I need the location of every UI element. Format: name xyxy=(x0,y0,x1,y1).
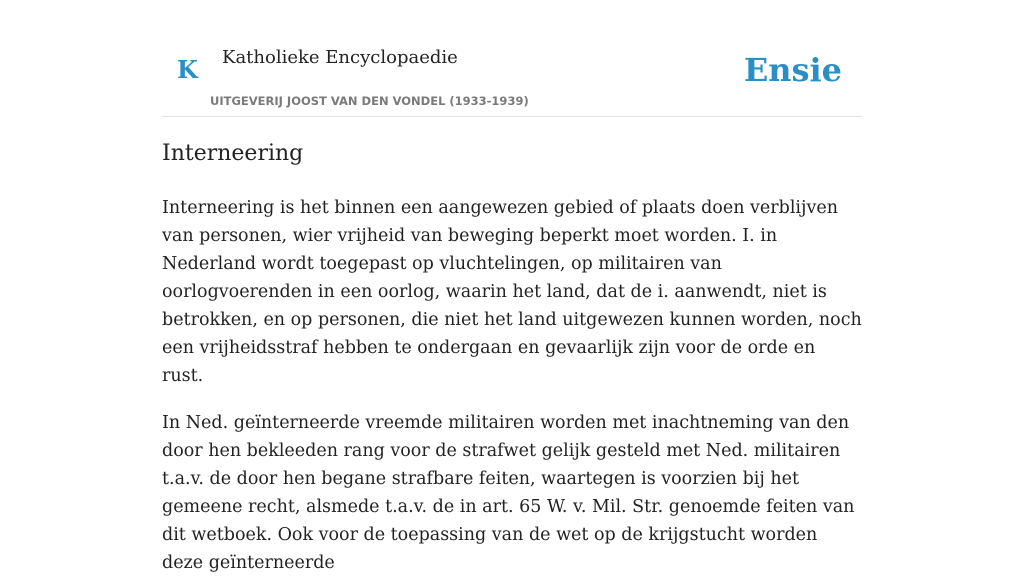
logo-k-icon[interactable]: K xyxy=(177,55,198,84)
article-title: Interneering xyxy=(162,141,304,166)
article-paragraph: In Ned. geïnterneerde vreemde militairen worden met inachtneming van den door hen bekleeden rang voor de strafwet gelijk gesteld met Ned. militairen t.a.v. de door hen begane strafbare feiten, waartegen is voorzien bij het gemeene recht, alsmede t.a.v. de in art. 65 W. v. Mil. Str. genoemde feiten van dit wetboek. Ook voor de toepassing van de wet op de krijgstucht worden deze geïnterneerde xyxy=(162,413,855,573)
site-title[interactable]: Katholieke Encyclopaedie xyxy=(222,47,458,68)
article-paragraph: Interneering is het binnen een aangewezen gebied of plaats doen verblijven van personen, wier vrijheid van beweging beperkt moet worden. I. in Nederland wordt toegepast op vluchtelingen, op militairen van oorlogvoerenden in een oorlog, waarin het land, dat de i. aanwendt, niet is betrokken, en op personen, die niet het land uitgewezen kunnen worden, noch een vrijheidsstraf hebben te ondergaan en gevaarlijk zijn voor de orde en rust. xyxy=(162,198,862,386)
publisher-label: UITGEVERIJ JOOST VAN DEN VONDEL (1933-1939) xyxy=(210,94,529,108)
site-header xyxy=(162,0,862,117)
ensie-brand-link[interactable]: Ensie xyxy=(743,51,842,89)
article-content xyxy=(162,138,862,577)
